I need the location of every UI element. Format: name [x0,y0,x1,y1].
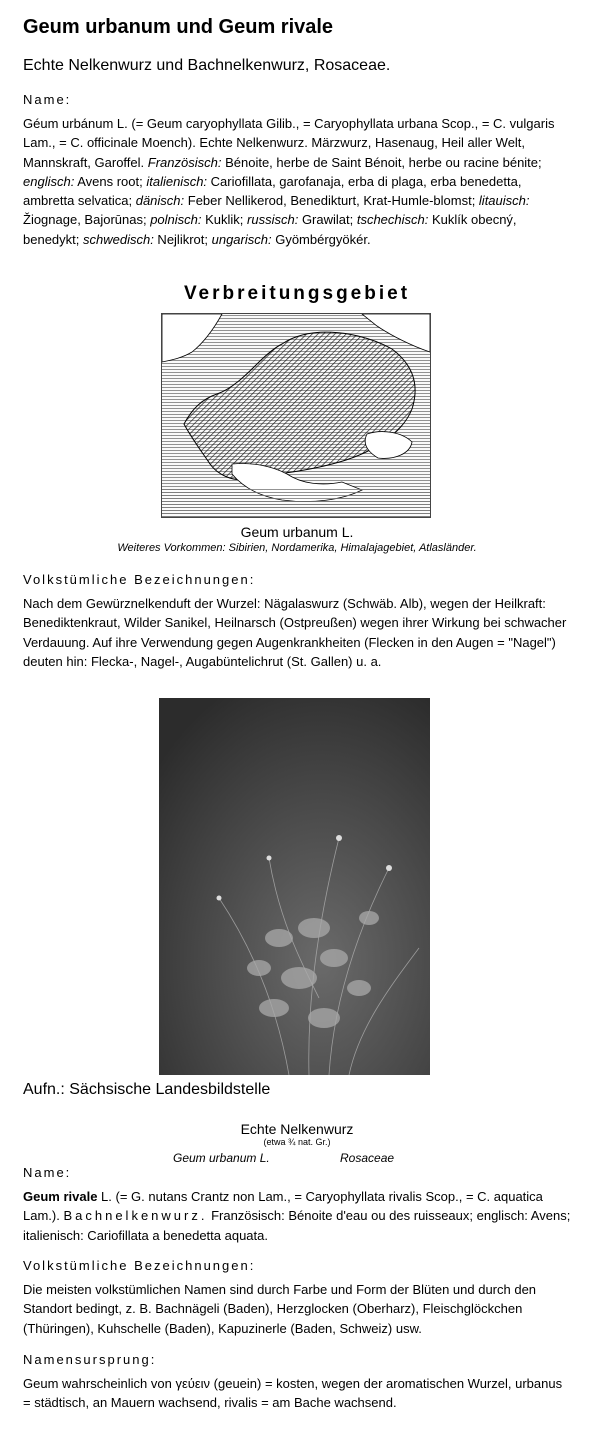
folk-names-text: Nach dem Gewürznelkenduft der Wurzel: Nägalaswurz (Schwäb. Alb), wegen der Heilkraft: Benediktenkraut, Wilder Sanikel, Heilnarsch (Ostpreußen) wegen ihrer Wirkung bei schwacher Verdauung. Auf ihre Verwendung gegen Augenkrankheiten (Flecken in den Augen = "Nagel") deuten hin: Flecka-, Nagel-, Augabüntelichrut (St. Gallen) u. a. [23,596,567,669]
figure-family: Rosaceae [340,1151,395,1165]
folk-names2-label: Volkstümliche Bezeichnungen: [23,1258,256,1273]
figure-name: Echte Nelkenwurz [240,1121,354,1137]
distribution-title: Verbreitungsgebiet [183,283,411,304]
figure-species: Geum urbanum L. [173,1151,270,1165]
name-section2-text: Geum rivale L. (= G. nutans Crantz non Lam., = Caryophyllata rivalis Scop., = C. aquatica Lam.). Bachnelkenwurz. Französisch: Bénoite d'eau ou des ruisseaux; englisch: Avens; italienisch: Cariofillata a benedetta aquata. [23,1189,571,1243]
figure-scale: (etwa ¾ nat. Gr.) [263,1137,331,1147]
plant-photo-image [159,698,430,1075]
photo-credit: Aufn.: Sächsische Landesbildstelle [23,1081,271,1098]
page-title: Geum urbanum und Geum rivale [23,16,334,38]
map-caption: Geum urbanum L. [240,524,354,540]
folk-names2-text: Die meisten volkstümlichen Namen sind durch Farbe und Form der Blüten und durch den Standort bedingt, z. B. Bachnägeli (Baden), Herzglocken (Oberharz), Fleischglöckchen (Thüringen), Kuhschelle (Baden), Kapuzinerle (Baden, Schweiz) usw. [23,1282,537,1336]
distribution-map [161,313,431,518]
name-section-text: Géum urbánum L. (= Geum caryophyllata Gilib., = Caryophyllata urbana Scop., = C. vulgaris Lam., = C. officinale Moench). Echte Nelkenwurz. Märzwurz, Hasenaug, Heil aller Welt, Mannskraft, Garoffel. Französisch: Bénoite, herbe de Saint Bénoit, herbe ou racine bénite; englisch: Avens root; italienisch: Cariofillata, garofanaja, erba di plaga, erba benedetta, ambretta selvatica; dänisch: Feber Nellikerod, Benedikturt, Krat-Humle-blomst; litauisch: Žiognage, Bajorūnas; polnisch: Kuklik; russisch: Grawilat; tschechisch: Kuklík obecný, benedykt; schwedisch: Nejlikrot; ungarisch: Gyömbérgyökér. [23,116,555,247]
europe-map-image [162,314,430,517]
name-section2-label: Name: [23,1165,72,1180]
folk-names-label: Volkstümliche Bezeichnungen: [23,572,256,587]
origin-text: Geum wahrscheinlich von γεύειν (geuein) = kosten, wegen der aromatischen Wurzel, urbanus = städtisch, an Mauern wachsend, rivalis = am Bache wachsend. [23,1376,563,1411]
origin-label: Namensursprung: [23,1352,157,1367]
plant-photo [159,698,430,1075]
map-note: Weiteres Vorkommen: Sibirien, Nordamerika, Himalajagebiet, Atlasländer. [117,542,477,554]
page-subtitle: Echte Nelkenwurz und Bachnelkenwurz, Rosaceae. [23,57,391,74]
name-section-label: Name: [23,92,72,107]
